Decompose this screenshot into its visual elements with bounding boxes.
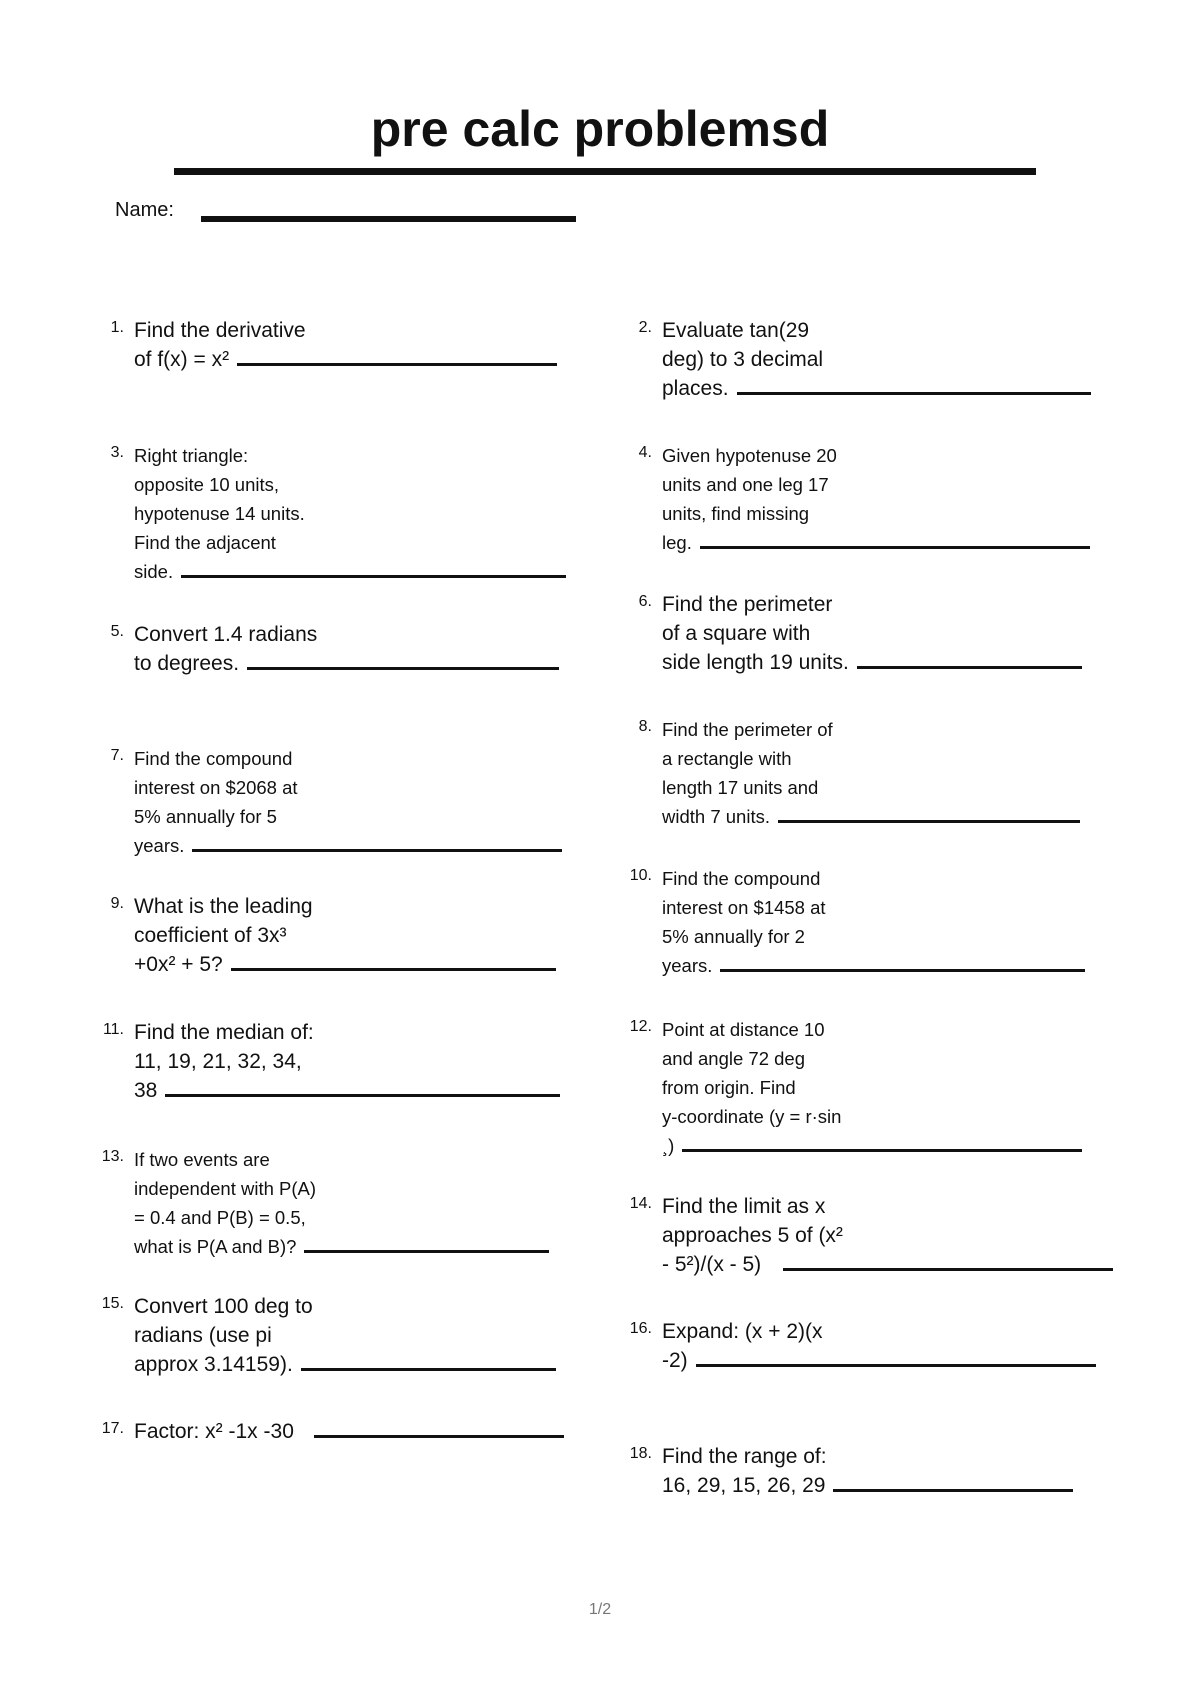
question-number: 17. xyxy=(101,1420,124,1437)
question-line: 5% annually for 2 xyxy=(662,926,805,947)
question-number: 6. xyxy=(638,593,652,610)
question-line: a rectangle with xyxy=(662,748,792,769)
question-line: Find the adjacent xyxy=(134,532,276,553)
question-line: Find the limit as x xyxy=(662,1195,826,1218)
question-number: 14. xyxy=(629,1195,652,1212)
name-label: Name: xyxy=(115,199,174,221)
question-line: units and one leg 17 xyxy=(662,474,829,495)
answer-line[interactable] xyxy=(857,666,1082,669)
question-number: 5. xyxy=(110,623,124,640)
question-line: approaches 5 of (x² xyxy=(662,1224,843,1247)
question-number: 16. xyxy=(629,1320,652,1337)
question-line: Find the median of: xyxy=(134,1021,314,1044)
question-number: 1. xyxy=(110,319,124,336)
question-line: years. xyxy=(134,835,185,856)
question-line: Point at distance 10 xyxy=(662,1019,825,1040)
question-line: width 7 units. xyxy=(662,806,770,827)
answer-line[interactable] xyxy=(314,1435,564,1438)
question-line: Find the compound xyxy=(134,748,293,769)
question-line: units, find missing xyxy=(662,503,810,524)
question-line: interest on $2068 at xyxy=(134,777,298,798)
question-line: coefficient of 3x³ xyxy=(134,924,287,947)
question-number: 3. xyxy=(110,444,124,461)
question-line: -2) xyxy=(662,1349,688,1372)
page-title: pre calc problemsd xyxy=(370,101,830,157)
answer-line[interactable] xyxy=(778,820,1080,823)
question-line: side length 19 units. xyxy=(662,651,849,674)
answer-line[interactable] xyxy=(700,546,1090,549)
question-number: 11. xyxy=(102,1021,124,1038)
question-number: 15. xyxy=(101,1295,124,1312)
answer-line[interactable] xyxy=(304,1250,549,1253)
question-line: 38 xyxy=(134,1079,158,1102)
question-line: Find the perimeter xyxy=(662,593,833,616)
question-line: of a square with xyxy=(662,622,811,645)
question-number: 4. xyxy=(638,444,652,461)
question-line: hypotenuse 14 units. xyxy=(134,503,305,524)
question-line: Find the range of: xyxy=(662,1445,827,1468)
question-number: 2. xyxy=(638,319,652,336)
answer-line[interactable] xyxy=(237,363,557,366)
question-number: 18. xyxy=(629,1445,652,1462)
answer-line[interactable] xyxy=(720,969,1085,972)
question-line: opposite 10 units, xyxy=(134,474,280,495)
answer-line[interactable] xyxy=(783,1268,1113,1271)
question-line: +0x² + 5? xyxy=(134,953,223,976)
question-line: What is the leading xyxy=(134,895,313,918)
answer-line[interactable] xyxy=(682,1149,1082,1152)
answer-line[interactable] xyxy=(181,575,566,578)
question-line: deg) to 3 decimal xyxy=(662,348,824,371)
answer-line[interactable] xyxy=(833,1489,1073,1492)
question-line: length 17 units and xyxy=(662,777,819,798)
answer-line[interactable] xyxy=(192,849,562,852)
question-line: side. xyxy=(134,561,174,582)
question-line: If two events are xyxy=(134,1149,270,1170)
page-number: 1/2 xyxy=(588,1601,612,1618)
question-number: 9. xyxy=(110,895,124,912)
question-line: Given hypotenuse 20 xyxy=(662,445,837,466)
title-rule xyxy=(174,168,1036,175)
question-line: places. xyxy=(662,377,729,400)
question-line: years. xyxy=(662,955,713,976)
question-line: Find the derivative xyxy=(134,319,306,342)
question-line: - 5²)/(x - 5) xyxy=(662,1253,762,1276)
answer-line[interactable] xyxy=(231,968,556,971)
question-number: 10. xyxy=(629,867,652,884)
answer-line[interactable] xyxy=(165,1094,560,1097)
question-line: Find the compound xyxy=(662,868,821,889)
question-number: 12. xyxy=(629,1018,652,1035)
question-line: independent with P(A) xyxy=(134,1178,317,1199)
answer-line[interactable] xyxy=(737,392,1091,395)
question-line: radians (use pi xyxy=(134,1324,272,1347)
question-number: 8. xyxy=(638,718,652,735)
question-line: and angle 72 deg xyxy=(662,1048,805,1069)
question-line: = 0.4 and P(B) = 0.5, xyxy=(134,1207,306,1228)
answer-line[interactable] xyxy=(301,1368,556,1371)
question-line: Convert 1.4 radians xyxy=(134,623,318,646)
question-line: Expand: (x + 2)(x xyxy=(662,1320,823,1343)
question-line: what is P(A and B)? xyxy=(134,1236,297,1257)
question-line: Evaluate tan(29 xyxy=(662,319,810,342)
question-number: 13. xyxy=(101,1148,124,1165)
question-line: from origin. Find xyxy=(662,1077,796,1098)
question-line: to degrees. xyxy=(134,652,240,675)
question-number: 7. xyxy=(110,747,124,764)
question-line: y-coordinate (y = r·sin xyxy=(662,1106,842,1127)
question-line: Find the perimeter of xyxy=(662,719,833,740)
answer-line[interactable] xyxy=(247,667,559,670)
question-line: 16, 29, 15, 26, 29 xyxy=(662,1474,826,1497)
question-line: of f(x) = x² xyxy=(134,348,230,371)
question-line: 5% annually for 5 xyxy=(134,806,277,827)
question-line: Convert 100 deg to xyxy=(134,1295,313,1318)
question-line: approx 3.14159). xyxy=(134,1353,293,1376)
question-line: leg. xyxy=(662,532,692,553)
name-answer-line[interactable] xyxy=(201,216,576,222)
question-line: Right triangle: xyxy=(134,445,249,466)
question-line: interest on $1458 at xyxy=(662,897,826,918)
question-line: Factor: x² -1x -30 xyxy=(134,1420,294,1443)
question-line: 11, 19, 21, 32, 34, xyxy=(134,1050,302,1073)
question-line: ¸) xyxy=(662,1135,675,1156)
answer-line[interactable] xyxy=(696,1364,1096,1367)
